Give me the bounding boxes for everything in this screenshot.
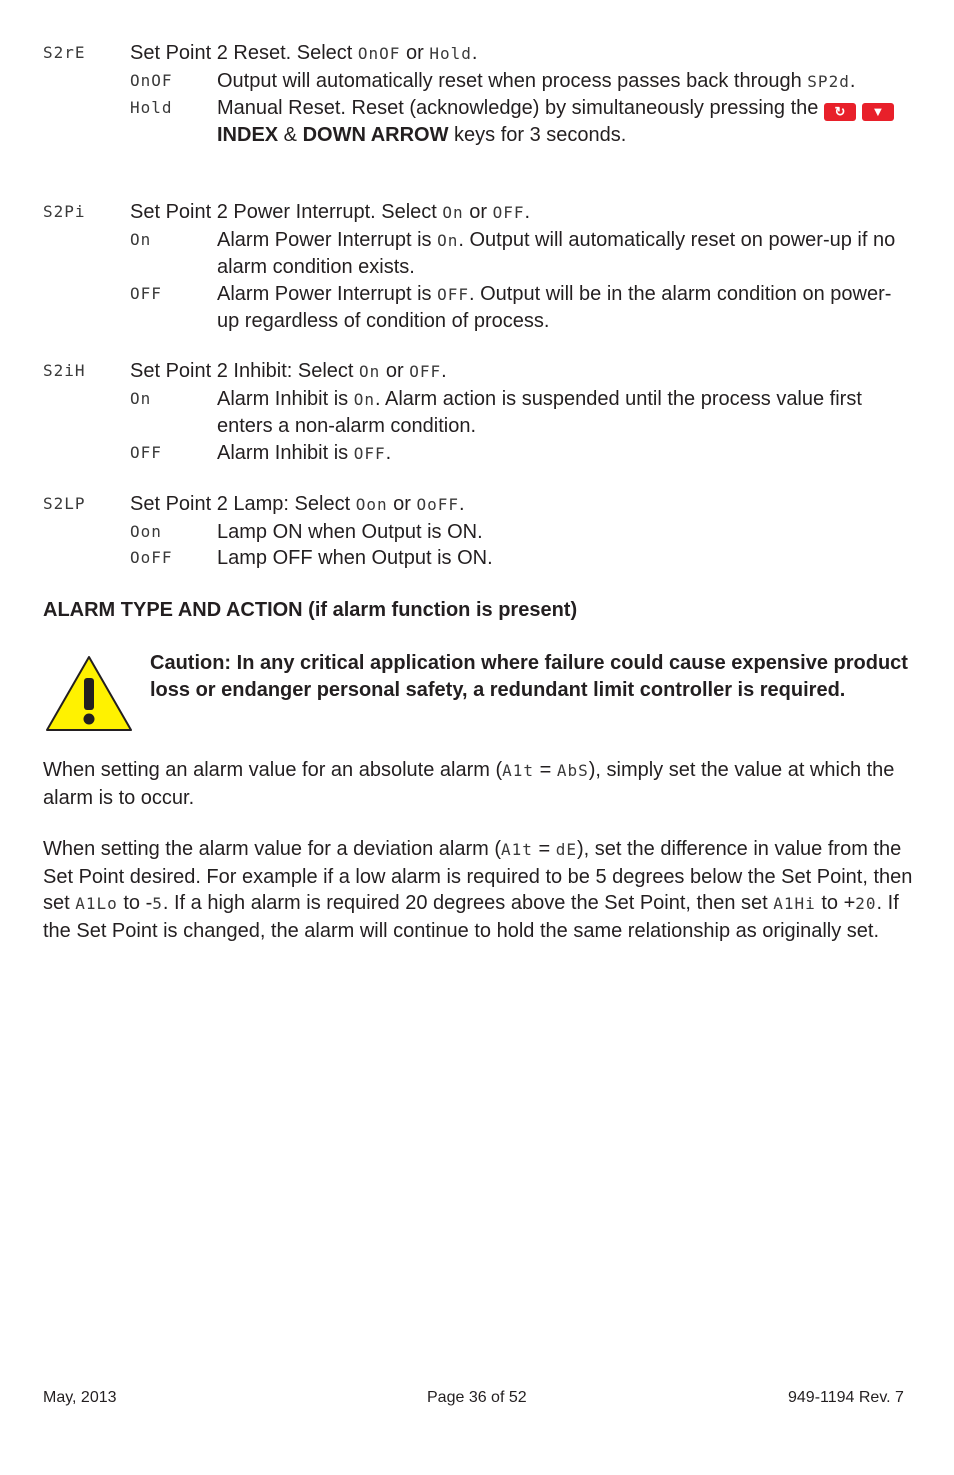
absolute-alarm-paragraph: When setting an alarm value for an absolute alarm (A1t = AbS), simply set the value at which the alarm is to occur. xyxy=(43,759,895,809)
footer-date: May, 2013 xyxy=(43,1389,117,1406)
s2re-desc: Set Point 2 Reset. Select OnOF or Hold. xyxy=(130,42,478,64)
caution-text: Caution: In any critical application where failure could cause expensive product loss or endanger personal safety, a redundant limit controller is required. xyxy=(150,652,908,701)
s2pi-section xyxy=(43,199,913,335)
s2lp-item-oon: Oon Lamp ON when Output is ON. xyxy=(130,520,483,543)
s2lp-code: S2LP xyxy=(43,494,86,513)
footer-page-number: Page 36 of 52 xyxy=(427,1389,527,1406)
s2re-section xyxy=(43,40,913,148)
footer-document-number: 949-1194 Rev. 7 xyxy=(788,1389,904,1406)
s2ih-item-on: On Alarm Inhibit is On. Alarm action is suspended until the process value first enters a non-alarm condition. xyxy=(130,387,862,437)
down-arrow-key-icon: ▼ xyxy=(862,103,894,121)
s2ih-section xyxy=(43,358,913,467)
s2ih-code: S2iH xyxy=(43,361,86,380)
deviation-alarm-paragraph: When setting the alarm value for a deviation alarm (A1t = dE), set the difference in value from the Set Point desired. For example if a low alarm is required to be 5 degrees below the Set Point, then set A1Lo to -5. If a high alarm is required 20 degrees above the Set Point, then set A1Hi to +20. If the Set Point is changed, the alarm will continue to hold the same relationship as originally set. xyxy=(43,838,913,942)
warning-icon xyxy=(44,654,134,734)
s2pi-desc: Set Point 2 Power Interrupt. Select On or OFF. xyxy=(130,201,531,223)
s2re-item-onof: OnOF Output will automatically reset when process passes back through SP2d. xyxy=(130,69,856,92)
s2pi-code: S2Pi xyxy=(43,202,86,221)
s2lp-section xyxy=(43,491,913,572)
s2lp-item-ooff: OoFF Lamp OFF when Output is ON. xyxy=(130,547,493,569)
index-key-icon: ↻ xyxy=(824,103,856,121)
s2pi-item-on: On Alarm Power Interrupt is On. Output will automatically reset on power-up if no alarm condition exists. xyxy=(130,228,896,278)
s2re-item-hold: Hold Manual Reset. Reset (acknowledge) by simultaneously pressing the ↻ ▼INDEX & DOWN ARROW keys for 3 seconds. xyxy=(130,95,913,148)
s2ih-item-off: OFF Alarm Inhibit is OFF. xyxy=(130,441,392,464)
s2ih-desc: Set Point 2 Inhibit: Select On or OFF. xyxy=(130,360,447,382)
s2lp-desc: Set Point 2 Lamp: Select Oon or OoFF. xyxy=(130,493,465,515)
section-heading: ALARM TYPE AND ACTION (if alarm function is present) xyxy=(43,599,578,621)
s2re-code: S2rE xyxy=(43,43,86,62)
s2pi-item-off: OFF Alarm Power Interrupt is OFF. Output will be in the alarm condition on power-up regardless of condition of process. xyxy=(130,282,892,332)
